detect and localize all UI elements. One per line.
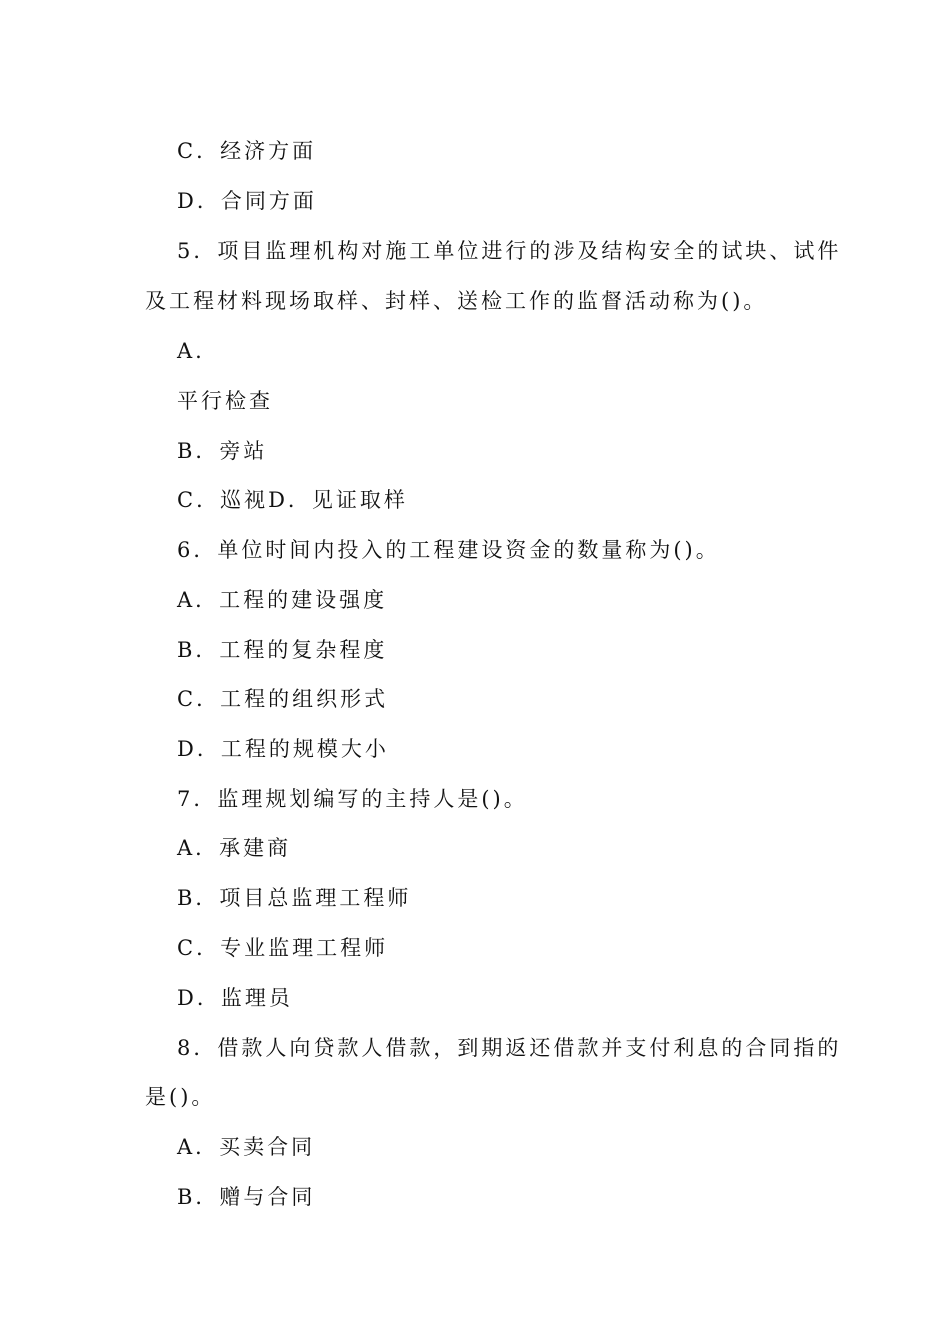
option-d-q4: D．合同方面 [177, 189, 317, 213]
question-7: 7．监理规划编写的主持人是()。 [177, 787, 528, 811]
option-a-q6: A．工程的建设强度 [177, 588, 388, 612]
question-6: 6．单位时间内投入的工程建设资金的数量称为()。 [177, 538, 720, 562]
option-b-q7: B．项目总监理工程师 [177, 886, 412, 910]
question-8-line-2: 是()。 [145, 1085, 216, 1109]
option-c-q7: C．专业监理工程师 [177, 936, 389, 960]
question-5-line-1: 5．项目监理机构对施工单位进行的涉及结构安全的试块、试件 [177, 239, 842, 263]
option-a-q7: A．承建商 [177, 836, 292, 860]
option-a-q5-text: 平行检查 [177, 389, 273, 413]
option-d-q7: D．监理员 [177, 986, 293, 1010]
option-a-q5-label: A. [177, 339, 205, 363]
question-8-line-1: 8．借款人向贷款人借款，到期返还借款并支付利息的合同指的 [177, 1036, 842, 1060]
option-b-q8: B．赠与合同 [177, 1185, 316, 1209]
option-cd-q5: C．巡视D．见证取样 [177, 488, 408, 512]
option-b-q5: B．旁站 [177, 439, 268, 463]
option-c-q4: C．经济方面 [177, 139, 317, 163]
option-c-q6: C．工程的组织形式 [177, 687, 389, 711]
question-5-line-2: 及工程材料现场取样、封样、送检工作的监督活动称为()。 [145, 289, 768, 313]
option-a-q8: A．买卖合同 [177, 1135, 316, 1159]
option-b-q6: B．工程的复杂程度 [177, 638, 388, 662]
option-d-q6: D．工程的规模大小 [177, 737, 389, 761]
